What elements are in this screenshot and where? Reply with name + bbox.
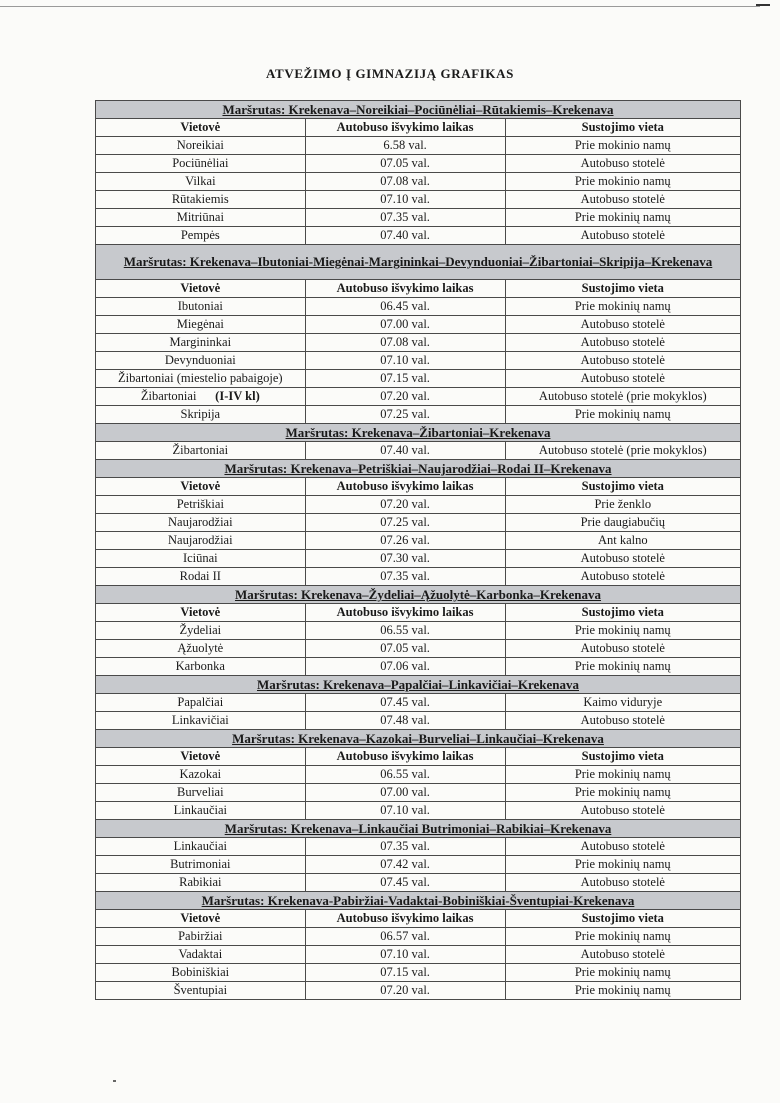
- route-heading-row: [96, 101, 741, 119]
- route-name: Maršrutas: Krekenava–Noreikiai–Pociūnėliai–Rūtakiemis–Krekenava: [96, 101, 741, 119]
- column-header-row: [96, 119, 741, 137]
- departure-time-cell: 07.10 val.: [305, 802, 505, 820]
- schedule-sheet: [95, 100, 741, 1000]
- departure-time-cell: 07.15 val.: [305, 370, 505, 388]
- place-cell: [96, 334, 306, 352]
- departure-time-cell: 07.20 val.: [305, 496, 505, 514]
- place-name: Rabikiai: [179, 875, 222, 889]
- place-name: Žibartoniai: [140, 389, 197, 403]
- place-cell: [96, 227, 306, 245]
- route-name: Maršrutas: Krekenava–Linkaučiai Butrimoniai–Rabikiai–Krekenava: [96, 820, 741, 838]
- place-cell: [96, 514, 306, 532]
- route-name: Maršrutas: Krekenava–Ibutoniai-Miegėnai-Margininkai–Devynduoniai–Žibartoniai–Skripija–Krekenava: [96, 245, 741, 280]
- departure-time-cell: 07.35 val.: [305, 838, 505, 856]
- departure-time-cell: 07.10 val.: [305, 191, 505, 209]
- place-name: Rodai II: [179, 569, 221, 583]
- place-name: Noreikiai: [176, 138, 224, 152]
- stop-location-cell: Prie ženklo: [505, 496, 740, 514]
- table-row: [96, 334, 741, 352]
- table-row: [96, 784, 741, 802]
- departure-time-cell: 07.05 val.: [305, 640, 505, 658]
- place-name: Žibartoniai (miestelio pabaigoje): [118, 371, 283, 385]
- route-name: Maršrutas: Krekenava–Žibartoniai–Krekenava: [96, 424, 741, 442]
- stop-location-cell: Autobuso stotelė: [505, 712, 740, 730]
- route-name: Maršrutas: Krekenava–Petriškiai–Naujarodžiai–Rodai II–Krekenava: [96, 460, 741, 478]
- scan-edge-line: [0, 6, 760, 7]
- column-header-place: Vietovė: [96, 478, 306, 496]
- schedule-table: [95, 100, 741, 1000]
- place-cell: [96, 209, 306, 227]
- column-header-row: [96, 604, 741, 622]
- table-row: [96, 496, 741, 514]
- stop-location-cell: Prie mokinių namų: [505, 209, 740, 227]
- departure-time-cell: 07.08 val.: [305, 334, 505, 352]
- table-row: [96, 532, 741, 550]
- departure-time-cell: 07.25 val.: [305, 406, 505, 424]
- place-name: Žydeliai: [179, 623, 222, 637]
- place-cell: [96, 658, 306, 676]
- departure-time-cell: 07.20 val.: [305, 388, 505, 406]
- column-header-time: Autobuso išvykimo laikas: [305, 119, 505, 137]
- stop-location-cell: Autobuso stotelė: [505, 568, 740, 586]
- place-cell: [96, 155, 306, 173]
- departure-time-cell: 07.05 val.: [305, 155, 505, 173]
- departure-time-cell: 07.48 val.: [305, 712, 505, 730]
- place-cell: [96, 550, 306, 568]
- stop-location-cell: Prie mokinių namų: [505, 766, 740, 784]
- place-cell: [96, 298, 306, 316]
- table-row: [96, 514, 741, 532]
- place-cell: [96, 928, 306, 946]
- place-name: Ąžuolytė: [177, 641, 224, 655]
- departure-time-cell: 07.45 val.: [305, 874, 505, 892]
- stop-location-cell: Prie mokinio namų: [505, 137, 740, 155]
- stop-location-cell: Autobuso stotelė: [505, 946, 740, 964]
- table-row: [96, 874, 741, 892]
- table-row: [96, 694, 741, 712]
- place-name: Miegėnai: [176, 317, 224, 331]
- place-name: Papalčiai: [177, 695, 224, 709]
- column-header-place: Vietovė: [96, 910, 306, 928]
- column-header-row: [96, 910, 741, 928]
- route-heading-row: [96, 460, 741, 478]
- place-cell: [96, 406, 306, 424]
- column-header-stop: Sustojimo vieta: [505, 280, 740, 298]
- place-name: Žibartoniai: [172, 443, 229, 457]
- table-row: [96, 550, 741, 568]
- departure-time-cell: 07.35 val.: [305, 209, 505, 227]
- scan-corner-mark: [756, 4, 770, 6]
- departure-time-cell: 06.57 val.: [305, 928, 505, 946]
- place-name: Devynduoniai: [164, 353, 236, 367]
- table-row: [96, 856, 741, 874]
- place-cell: [96, 316, 306, 334]
- route-name: Maršrutas: Krekenava–Žydeliai–Ąžuolytė–Karbonka–Krekenava: [96, 586, 741, 604]
- place-cell: [96, 964, 306, 982]
- stop-location-cell: Autobuso stotelė (prie mokyklos): [505, 388, 740, 406]
- table-row: [96, 442, 741, 460]
- stop-location-cell: Autobuso stotelė: [505, 838, 740, 856]
- route-heading-row: [96, 586, 741, 604]
- column-header-stop: Sustojimo vieta: [505, 748, 740, 766]
- stop-location-cell: Prie mokinių namų: [505, 406, 740, 424]
- stop-location-cell: Prie mokinių namų: [505, 658, 740, 676]
- column-header-time: Autobuso išvykimo laikas: [305, 910, 505, 928]
- departure-time-cell: 07.08 val.: [305, 173, 505, 191]
- place-cell: [96, 191, 306, 209]
- route-heading-row: [96, 245, 741, 280]
- stop-location-cell: Autobuso stotelė: [505, 550, 740, 568]
- place-name: Vilkai: [185, 174, 216, 188]
- table-row: [96, 191, 741, 209]
- table-row: [96, 227, 741, 245]
- place-note: (I-IV kl): [215, 389, 260, 403]
- place-cell: [96, 442, 306, 460]
- place-cell: [96, 946, 306, 964]
- departure-time-cell: 07.00 val.: [305, 784, 505, 802]
- place-cell: [96, 856, 306, 874]
- place-name: Ibutoniai: [177, 299, 223, 313]
- stop-location-cell: Autobuso stotelė: [505, 802, 740, 820]
- route-heading-row: [96, 424, 741, 442]
- table-row: [96, 137, 741, 155]
- place-cell: [96, 622, 306, 640]
- place-name: Pabiržiai: [178, 929, 223, 943]
- column-header-time: Autobuso išvykimo laikas: [305, 748, 505, 766]
- column-header-place: Vietovė: [96, 748, 306, 766]
- departure-time-cell: 07.00 val.: [305, 316, 505, 334]
- column-header-stop: Sustojimo vieta: [505, 478, 740, 496]
- route-heading-row: [96, 730, 741, 748]
- place-name: Linkaučiai: [173, 803, 228, 817]
- stop-location-cell: Autobuso stotelė: [505, 352, 740, 370]
- schedule-body: [96, 101, 741, 1000]
- place-name: Linkavičiai: [171, 713, 229, 727]
- stop-location-cell: Autobuso stotelė: [505, 874, 740, 892]
- table-row: [96, 388, 741, 406]
- table-row: [96, 209, 741, 227]
- departure-time-cell: 06.55 val.: [305, 622, 505, 640]
- departure-time-cell: 07.10 val.: [305, 946, 505, 964]
- stop-location-cell: Prie daugiabučių: [505, 514, 740, 532]
- place-cell: [96, 982, 306, 1000]
- stop-location-cell: Kaimo viduryje: [505, 694, 740, 712]
- departure-time-cell: 6.58 val.: [305, 137, 505, 155]
- table-row: [96, 352, 741, 370]
- place-name: Karbonka: [175, 659, 225, 673]
- table-row: [96, 982, 741, 1000]
- place-name: Butrimoniai: [170, 857, 231, 871]
- departure-time-cell: 07.10 val.: [305, 352, 505, 370]
- place-cell: [96, 496, 306, 514]
- column-header-place: Vietovė: [96, 280, 306, 298]
- departure-time-cell: 07.42 val.: [305, 856, 505, 874]
- departure-time-cell: 07.06 val.: [305, 658, 505, 676]
- table-row: [96, 406, 741, 424]
- departure-time-cell: 07.40 val.: [305, 442, 505, 460]
- stop-location-cell: Prie mokinių namų: [505, 298, 740, 316]
- column-header-place: Vietovė: [96, 119, 306, 137]
- departure-time-cell: 06.45 val.: [305, 298, 505, 316]
- route-name: Maršrutas: Krekenava–Papalčiai–Linkavičiai–Krekenava: [96, 676, 741, 694]
- place-cell: [96, 137, 306, 155]
- place-cell: [96, 388, 306, 406]
- place-name: Naujarodžiai: [168, 533, 233, 547]
- place-name: Burveliai: [177, 785, 224, 799]
- place-name: Margininkai: [169, 335, 232, 349]
- stop-location-cell: Autobuso stotelė (prie mokyklos): [505, 442, 740, 460]
- place-cell: [96, 173, 306, 191]
- place-name: Rūtakiemis: [171, 192, 229, 206]
- stop-location-cell: Autobuso stotelė: [505, 155, 740, 173]
- departure-time-cell: 07.30 val.: [305, 550, 505, 568]
- place-cell: [96, 568, 306, 586]
- place-cell: [96, 640, 306, 658]
- column-header-place: Vietovė: [96, 604, 306, 622]
- table-row: [96, 155, 741, 173]
- departure-time-cell: 06.55 val.: [305, 766, 505, 784]
- place-name: Pociūnėliai: [172, 156, 229, 170]
- place-name: Mitriūnai: [176, 210, 224, 224]
- place-name: Petriškiai: [176, 497, 224, 511]
- table-row: [96, 658, 741, 676]
- table-row: [96, 802, 741, 820]
- place-name: Kazokai: [179, 767, 222, 781]
- stop-location-cell: Autobuso stotelė: [505, 370, 740, 388]
- table-row: [96, 928, 741, 946]
- stop-location-cell: Prie mokinių namų: [505, 928, 740, 946]
- column-header-stop: Sustojimo vieta: [505, 604, 740, 622]
- place-name: Bobiniškiai: [171, 965, 230, 979]
- place-cell: [96, 694, 306, 712]
- departure-time-cell: 07.15 val.: [305, 964, 505, 982]
- stop-location-cell: Ant kalno: [505, 532, 740, 550]
- table-row: [96, 640, 741, 658]
- place-cell: [96, 802, 306, 820]
- table-row: [96, 838, 741, 856]
- place-name: Šventupiai: [173, 983, 228, 997]
- place-cell: [96, 784, 306, 802]
- departure-time-cell: 07.25 val.: [305, 514, 505, 532]
- table-row: [96, 298, 741, 316]
- place-name: Pempės: [180, 228, 220, 242]
- stop-location-cell: Prie mokinių namų: [505, 856, 740, 874]
- departure-time-cell: 07.45 val.: [305, 694, 505, 712]
- place-name: Vadaktai: [178, 947, 223, 961]
- column-header-stop: Sustojimo vieta: [505, 119, 740, 137]
- place-name: Skripija: [180, 407, 221, 421]
- place-cell: [96, 370, 306, 388]
- table-row: [96, 766, 741, 784]
- table-row: [96, 568, 741, 586]
- table-row: [96, 622, 741, 640]
- place-cell: [96, 838, 306, 856]
- stop-location-cell: Autobuso stotelė: [505, 191, 740, 209]
- stop-location-cell: Prie mokinių namų: [505, 622, 740, 640]
- place-cell: [96, 766, 306, 784]
- stop-location-cell: Autobuso stotelė: [505, 640, 740, 658]
- stop-location-cell: Prie mokinių namų: [505, 784, 740, 802]
- scan-speck: [113, 1080, 116, 1082]
- column-header-row: [96, 478, 741, 496]
- column-header-time: Autobuso išvykimo laikas: [305, 478, 505, 496]
- table-row: [96, 964, 741, 982]
- stop-location-cell: Prie mokinio namų: [505, 173, 740, 191]
- place-name: Iciūnai: [182, 551, 218, 565]
- route-name: Maršrutas: Krekenava-Pabiržiai-Vadaktai-Bobiniškiai-Šventupiai-Krekenava: [96, 892, 741, 910]
- departure-time-cell: 07.40 val.: [305, 227, 505, 245]
- place-cell: [96, 352, 306, 370]
- stop-location-cell: Prie mokinių namų: [505, 982, 740, 1000]
- route-heading-row: [96, 676, 741, 694]
- table-row: [96, 946, 741, 964]
- page-title: ATVEŽIMO Į GIMNAZIJĄ GRAFIKAS: [266, 66, 514, 81]
- column-header-time: Autobuso išvykimo laikas: [305, 604, 505, 622]
- route-heading-row: [96, 820, 741, 838]
- table-row: [96, 316, 741, 334]
- departure-time-cell: 07.35 val.: [305, 568, 505, 586]
- stop-location-cell: Autobuso stotelė: [505, 227, 740, 245]
- stop-location-cell: Autobuso stotelė: [505, 316, 740, 334]
- place-cell: [96, 712, 306, 730]
- place-name: Naujarodžiai: [168, 515, 233, 529]
- column-header-stop: Sustojimo vieta: [505, 910, 740, 928]
- column-header-row: [96, 748, 741, 766]
- table-row: [96, 712, 741, 730]
- departure-time-cell: 07.26 val.: [305, 532, 505, 550]
- table-row: [96, 370, 741, 388]
- stop-location-cell: Autobuso stotelė: [505, 334, 740, 352]
- column-header-time: Autobuso išvykimo laikas: [305, 280, 505, 298]
- route-heading-row: [96, 892, 741, 910]
- route-name: Maršrutas: Krekenava–Kazokai–Burveliai–Linkaučiai–Krekenava: [96, 730, 741, 748]
- stop-location-cell: Prie mokinių namų: [505, 964, 740, 982]
- place-cell: [96, 874, 306, 892]
- place-name: Linkaučiai: [173, 839, 228, 853]
- column-header-row: [96, 280, 741, 298]
- place-cell: [96, 532, 306, 550]
- departure-time-cell: 07.20 val.: [305, 982, 505, 1000]
- table-row: [96, 173, 741, 191]
